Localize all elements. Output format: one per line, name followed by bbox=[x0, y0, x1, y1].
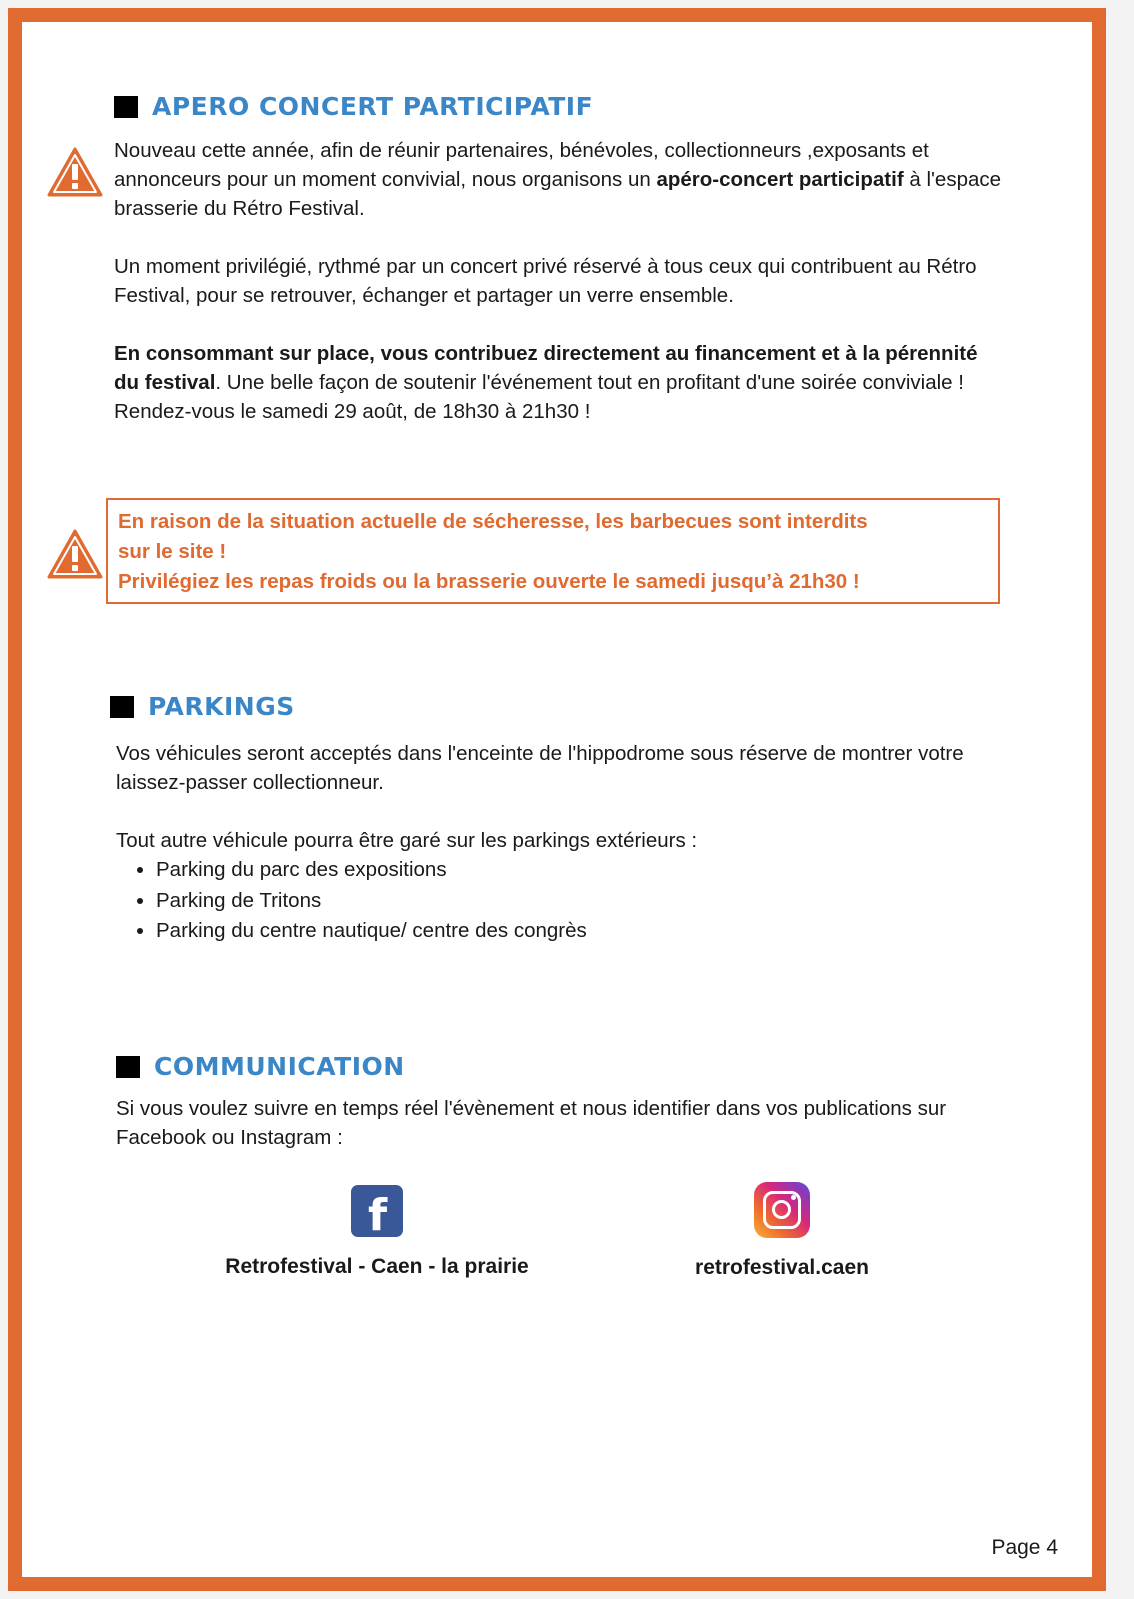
list-item: • Parking du parc des expositions bbox=[156, 855, 986, 886]
section-square-icon bbox=[116, 1056, 140, 1078]
instagram-icon[interactable] bbox=[754, 1182, 810, 1238]
page bbox=[8, 8, 1106, 1591]
apero-paragraph-4: Rendez-vous le samedi 29 août, de 18h30 à 21h30 ! bbox=[114, 400, 591, 423]
parkings-heading: PARKINGS bbox=[148, 692, 295, 721]
communication-heading: COMMUNICATION bbox=[154, 1052, 405, 1081]
parkings-paragraph-1: Vos véhicules seront acceptés dans l'enceinte de l'hippodrome sous réserve de montrer votre laissez-passer collectionneur. bbox=[116, 742, 964, 794]
parkings-body bbox=[116, 739, 986, 947]
apero-paragraph-2: Un moment privilégié, rythmé par un concert privé réservé à tous ceux qui contribuent au Rétro Festival, pour se retrouver, échanger et partager un verre ensemble. bbox=[114, 255, 977, 307]
parkings-section-header bbox=[110, 692, 295, 721]
apero-body bbox=[114, 136, 1004, 426]
instagram-link[interactable] bbox=[642, 1182, 922, 1280]
facebook-icon[interactable]: f bbox=[351, 1185, 403, 1237]
warning-triangle-icon bbox=[46, 146, 104, 198]
apero-heading: APERO CONCERT PARTICIPATIF bbox=[152, 92, 594, 121]
apero-paragraph-1: Nouveau cette année, afin de réunir partenaires, bénévoles, collectionneurs ,exposants et annonceurs pour un moment convivial, nous organisons un apéro-concert participatif à l'espace brasserie du Rétro Festival. bbox=[114, 139, 1002, 220]
warning-triangle-icon bbox=[46, 528, 104, 580]
parkings-paragraph-2: Tout autre véhicule pourra être garé sur les parkings extérieurs : bbox=[116, 829, 698, 852]
list-item: • Parking du centre nautique/ centre des congrès bbox=[156, 916, 986, 947]
drought-alert-box bbox=[106, 498, 1000, 604]
instagram-label: retrofestival.caen bbox=[695, 1256, 869, 1279]
alert-line-3: Privilégiez les repas froids ou la brasserie ouverte le samedi jusqu’à 21h30 ! bbox=[118, 570, 860, 593]
facebook-label: Retrofestival - Caen - la prairie bbox=[225, 1255, 529, 1278]
apero-paragraph-3: En consommant sur place, vous contribuez directement au financement et à la pérennité du festival. Une belle façon de soutenir l'événement tout en profitant d'une soirée conviviale ! bbox=[114, 342, 978, 394]
communication-body: Si vous voulez suivre en temps réel l'évènement et nous identifier dans vos publications sur Facebook ou Instagram : bbox=[116, 1097, 947, 1149]
section-square-icon bbox=[110, 696, 134, 718]
list-item: • Parking de Tritons bbox=[156, 886, 986, 917]
parkings-list bbox=[116, 855, 986, 947]
communication-section-header bbox=[116, 1052, 405, 1081]
alert-line-1: En raison de la situation actuelle de sécheresse, les barbecues sont interdits bbox=[118, 510, 868, 533]
alert-line-2: sur le site ! bbox=[118, 540, 227, 563]
facebook-link[interactable] bbox=[182, 1185, 572, 1279]
section-square-icon bbox=[114, 96, 138, 118]
page-number: Page 4 bbox=[991, 1536, 1058, 1559]
apero-section-header bbox=[114, 92, 593, 121]
